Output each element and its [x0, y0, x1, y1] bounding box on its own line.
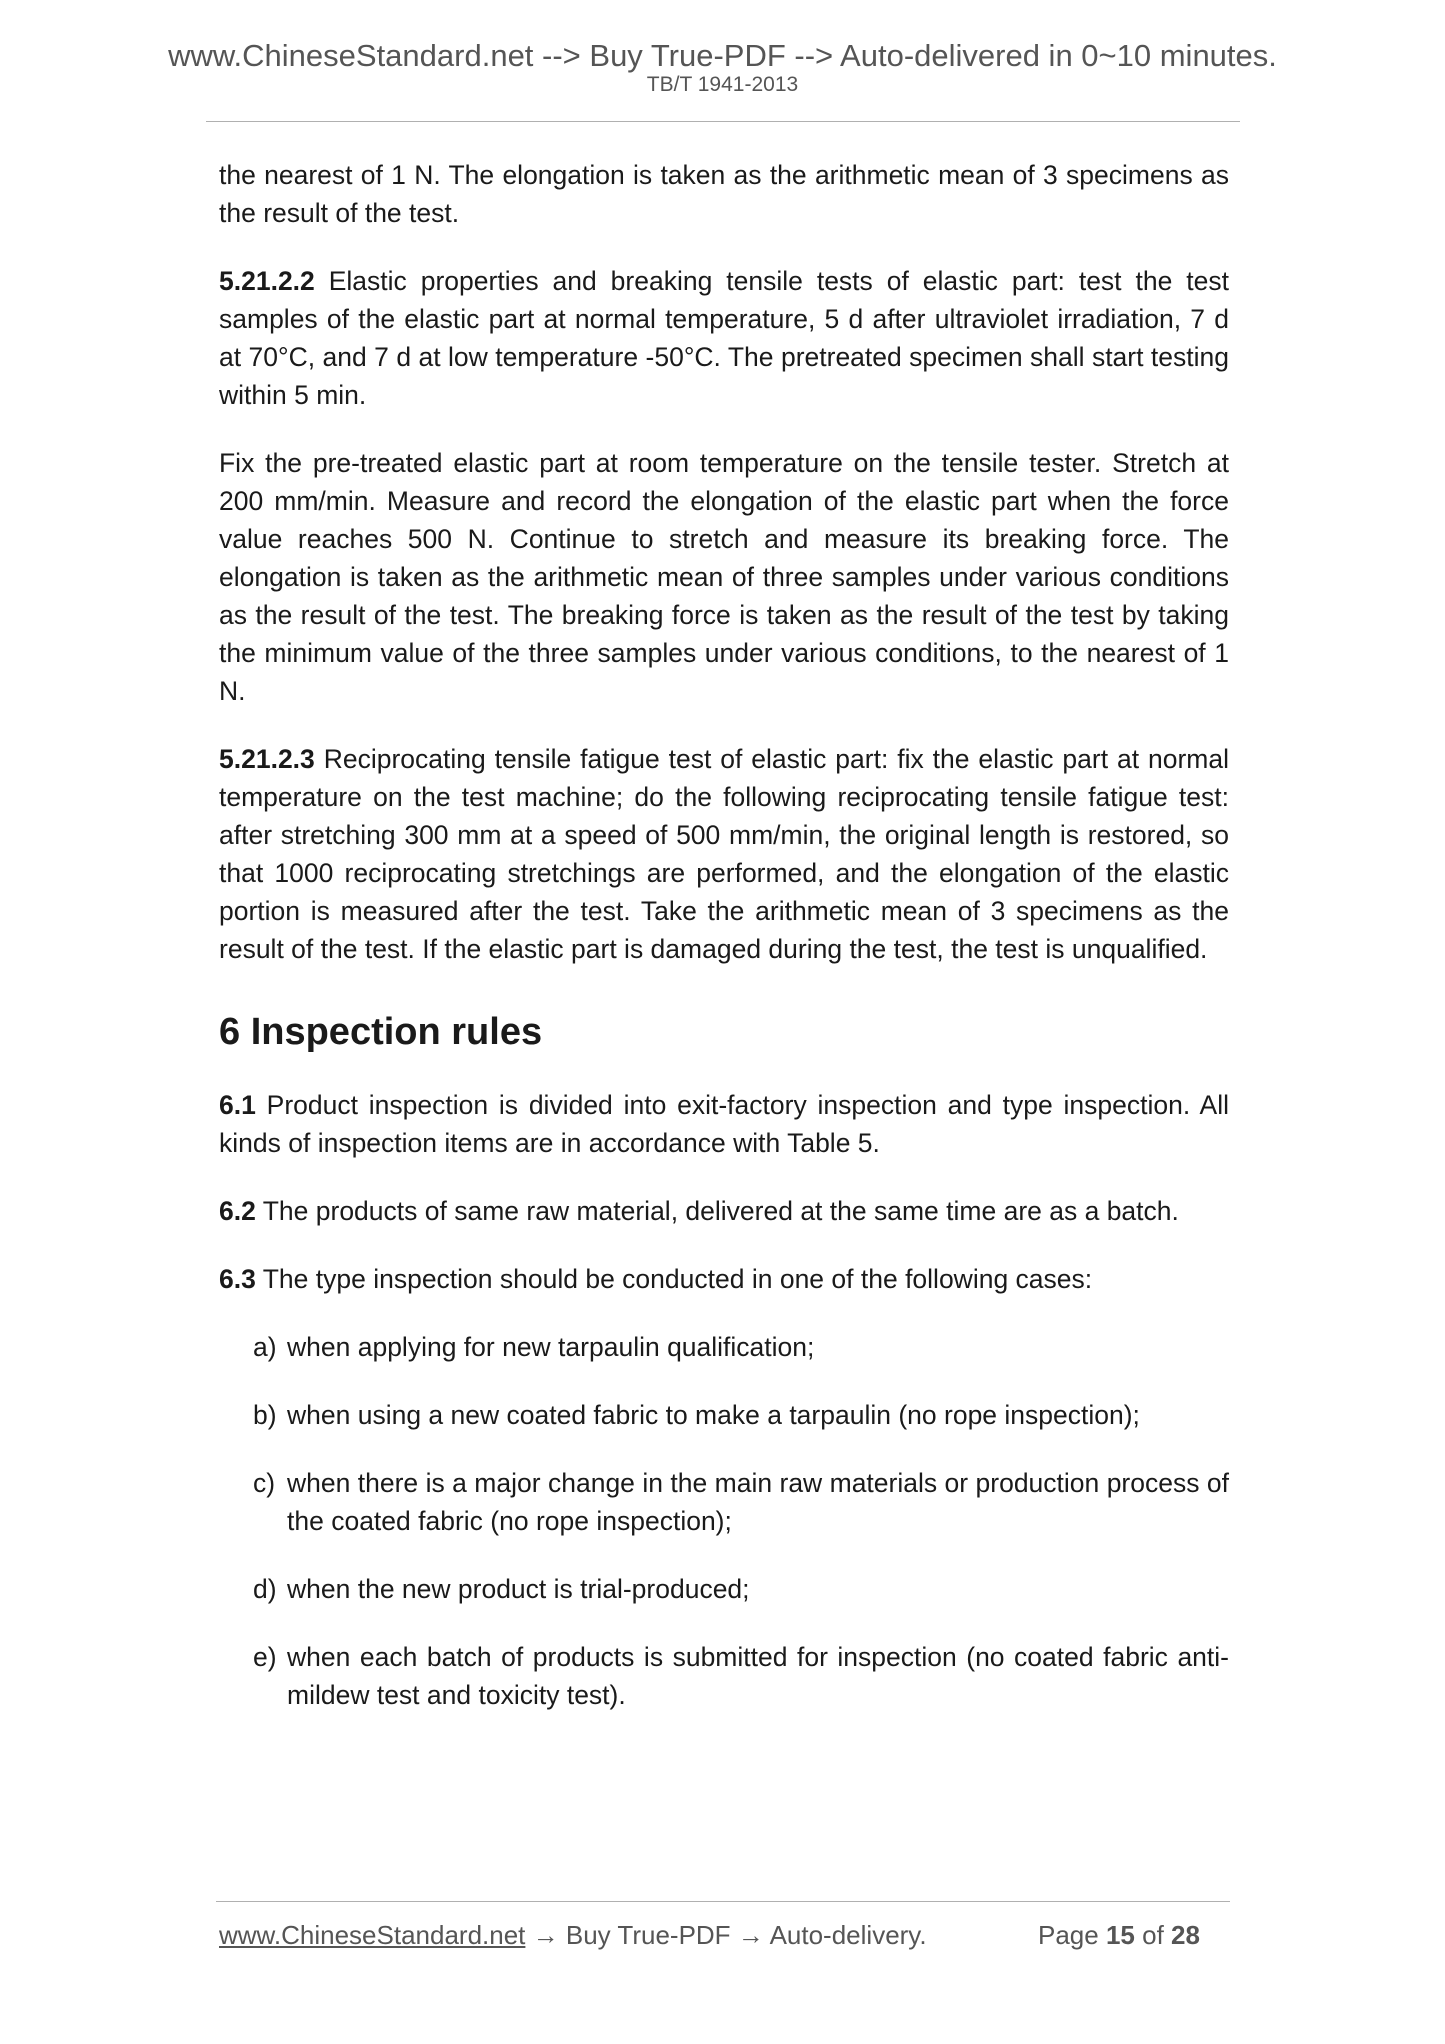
header-banner: www.ChineseStandard.net --> Buy True-PDF --> Auto-delivered in 0~10 minutes.	[168, 38, 1277, 73]
list-item	[253, 1396, 1229, 1434]
total-pages: 28	[1171, 1920, 1200, 1950]
page-footer	[219, 1918, 1229, 1952]
clause-number: 5.21.2.2	[219, 266, 315, 296]
header-divider	[206, 121, 1240, 122]
clause-5-21-2-3	[219, 740, 1229, 968]
clause-5-21-2-2	[219, 262, 1229, 414]
clause-number: 6.3	[219, 1264, 256, 1294]
clause-text: The products of same raw material, delivered at the same time are as a batch.	[255, 1196, 1179, 1226]
clause-text: The type inspection should be conducted in one of the following cases:	[255, 1264, 1093, 1294]
paragraph-continuation: the nearest of 1 N. The elongation is taken as the arithmetic mean of 3 specimens as the result of the test.	[219, 160, 1229, 228]
current-page: 15	[1105, 1920, 1135, 1950]
footer-divider	[216, 1901, 1230, 1902]
list-item-text: when applying for new tarpaulin qualification;	[287, 1332, 815, 1362]
clause-6-2	[219, 1192, 1229, 1230]
list-item-label: d)	[253, 1574, 277, 1604]
clause-number: 5.21.2.3	[219, 744, 315, 774]
page-word: Page	[1038, 1920, 1099, 1950]
footer-site-link[interactable]: www.ChineseStandard.net	[219, 1920, 526, 1950]
clause-text: Elastic properties and breaking tensile tests of elastic part: test the test samples of the elastic part at normal temperature, 5 d after ultraviolet irradiation, 7 d at 70°C, and 7 d at low temperature -50°C. The pretreated specimen shall start testing within 5 min.	[219, 266, 1229, 410]
clause-number: 6.2	[219, 1196, 256, 1226]
list-item	[253, 1638, 1229, 1714]
list-item-label: b)	[253, 1400, 277, 1430]
page-number	[1038, 1918, 1200, 1952]
clause-text: Reciprocating tensile fatigue test of elastic part: fix the elastic part at normal temperature on the test machine; do the following reciprocating tensile fatigue test: after stretching 300 mm at a speed of 500 mm/min, the original length is restored, so that 1000 reciprocating stretchings are performed, and the elongation of the elastic portion is measured after the test. Take the arithmetic mean of 3 specimens as the result of the test. If the elastic part is damaged during the test, the test is unqualified.	[219, 744, 1229, 964]
list-item	[253, 1464, 1229, 1540]
case-list	[253, 1328, 1229, 1714]
clause-text: Product inspection is divided into exit-factory inspection and type inspection. All kinds of inspection items are in accordance with Table 5.	[219, 1090, 1229, 1158]
section-heading: 6 Inspection rules	[219, 1011, 543, 1053]
list-item-text: when there is a major change in the main raw materials or production process of the coated fabric (no rope inspection);	[287, 1468, 1229, 1536]
list-item-text: when each batch of products is submitted for inspection (no coated fabric anti-mildew test and toxicity test).	[287, 1642, 1229, 1710]
clause-6-3	[219, 1260, 1229, 1298]
list-item	[253, 1328, 1229, 1366]
document-id: TB/T 1941-2013	[646, 73, 799, 96]
list-item-label: a)	[253, 1332, 277, 1362]
list-item	[253, 1570, 1229, 1608]
clause-6-1	[219, 1086, 1229, 1162]
footer-tagline: → Buy True-PDF → Auto-delivery.	[525, 1920, 927, 1950]
list-item-text: when the new product is trial-produced;	[287, 1574, 750, 1604]
clause-number: 6.1	[219, 1090, 256, 1120]
page-content	[219, 156, 1229, 1744]
list-item-label: e)	[253, 1642, 277, 1672]
list-item-label: c)	[253, 1468, 276, 1498]
of-word: of	[1142, 1920, 1164, 1950]
paragraph-tensile-procedure: Fix the pre-treated elastic part at room temperature on the tensile tester. Stretch at 200 mm/min. Measure and record the elongation of the elastic part when the force value reaches 500 N. Continue to stretch and measure its breaking force. The elongation is taken as the arithmetic mean of three samples under various conditions as the result of the test. The breaking force is taken as the result of the test by taking the minimum value of the three samples under various conditions, to the nearest of 1 N.	[219, 448, 1229, 706]
list-item-text: when using a new coated fabric to make a tarpaulin (no rope inspection);	[287, 1400, 1140, 1430]
